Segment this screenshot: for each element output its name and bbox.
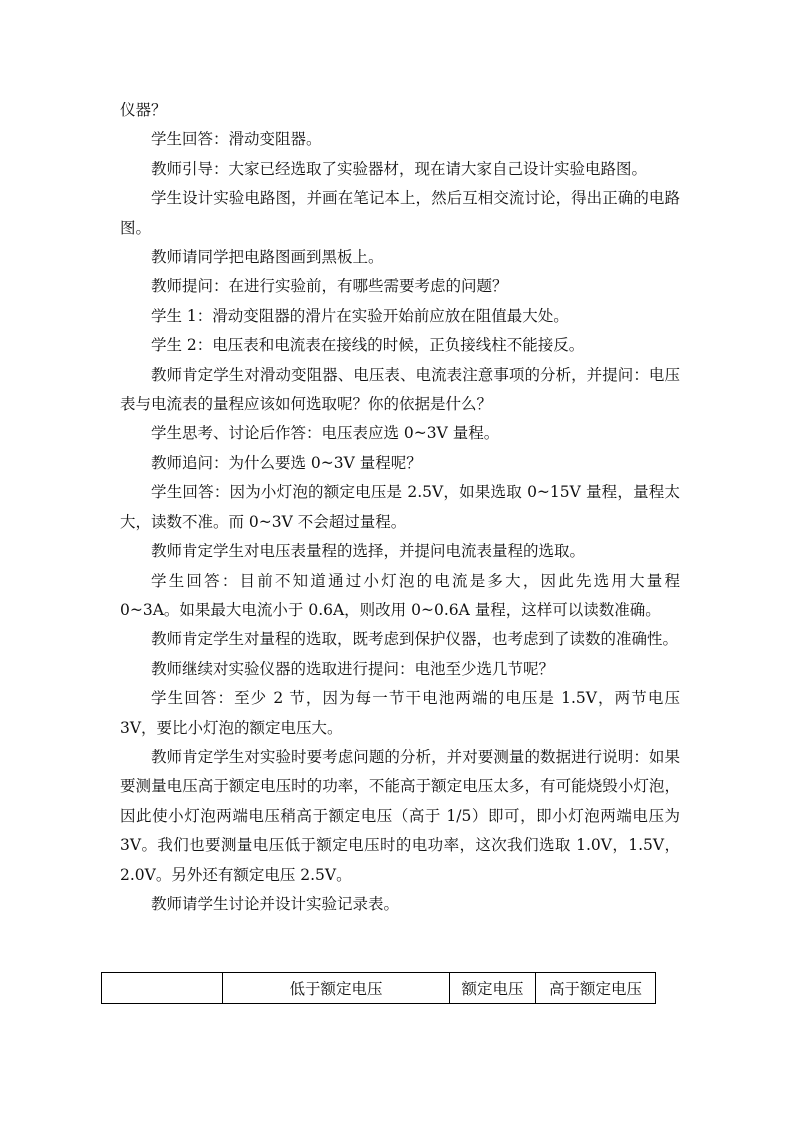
document-body [120, 96, 680, 919]
paragraph-16: 教师继续对实验仪器的选取进行提问：电池至少选几节呢？ [151, 659, 555, 678]
table-header-cell-rated: 额定电压 [450, 973, 536, 1004]
paragraph-14: 学生回答：目前不知道通过小灯泡的电流是多大，因此先选用大量程 0~3A。如果最大电流小于 0.6A，则改用 0~0.6A 量程，这样可以读数准确。 [120, 571, 680, 619]
table-header-row [102, 973, 656, 1004]
paragraph-1: 仪器？ [120, 101, 167, 119]
paragraph-11: 教师追问：为什么要选 0~3V 量程呢？ [151, 453, 422, 472]
paragraph-19: 教师请学生讨论并设计实验记录表。 [151, 894, 400, 913]
record-table [101, 972, 656, 1004]
table-header-cell-empty [102, 973, 223, 1004]
paragraph-18: 教师肯定学生对实验时要考虑问题的分析，并对要测量的数据进行说明：如果要测量电压高于额定电压时的功率，不能高于额定电压太多，有可能烧毁小灯泡，因此使小灯泡两端电压稍高于额定电压（高于 1/5）即可，即小灯泡两端电压为 3V。我们也要测量电压低于额定电压时的电功率，这次我们选取 1.0V，1.5V，2.0V。另外还有额定电压 2.5V。 [120, 747, 680, 884]
paragraph-15: 教师肯定学生对量程的选取，既考虑到保护仪器，也考虑到了读数的准确性。 [151, 630, 679, 649]
table-header-cell-above-rated: 高于额定电压 [536, 973, 656, 1004]
paragraph-4: 学生设计实验电路图，并画在笔记本上，然后互相交流讨论，得出正确的电路图。 [120, 189, 680, 237]
paragraph-8: 学生 2：电压表和电流表在接线的时候，正负接线柱不能接反。 [151, 336, 585, 355]
paragraph-9: 教师肯定学生对滑动变阻器、电压表、电流表注意事项的分析，并提问：电压表与电流表的量程应该如何选取呢？你的依据是什么？ [120, 365, 680, 414]
paragraph-12: 学生回答：因为小灯泡的额定电压是 2.5V，如果选取 0~15V 量程，量程太大，读数不准。而 0~3V 不会超过量程。 [120, 483, 680, 531]
record-table-wrapper [101, 972, 655, 1004]
paragraph-2: 学生回答：滑动变阻器。 [151, 130, 322, 149]
paragraph-13: 教师肯定学生对电压表量程的选择，并提问电流表量程的选取。 [151, 542, 586, 561]
paragraph-6: 教师提问：在进行实验前，有哪些需要考虑的问题？ [151, 277, 508, 296]
table-header-cell-below-rated: 低于额定电压 [223, 973, 450, 1004]
paragraph-3: 教师引导：大家已经选取了实验器材，现在请大家自己设计实验电路图。 [151, 159, 648, 178]
paragraph-10: 学生思考、讨论后作答：电压表应选 0~3V 量程。 [151, 424, 500, 443]
paragraph-17: 学生回答：至少 2 节，因为每一节干电池两端的电压是 1.5V，两节电压 3V，要比小灯泡的额定电压大。 [120, 689, 680, 737]
paragraph-5: 教师请同学把电路图画到黑板上。 [151, 248, 384, 267]
paragraph-7: 学生 1：滑动变阻器的滑片在实验开始前应放在阻值最大处。 [151, 306, 569, 325]
